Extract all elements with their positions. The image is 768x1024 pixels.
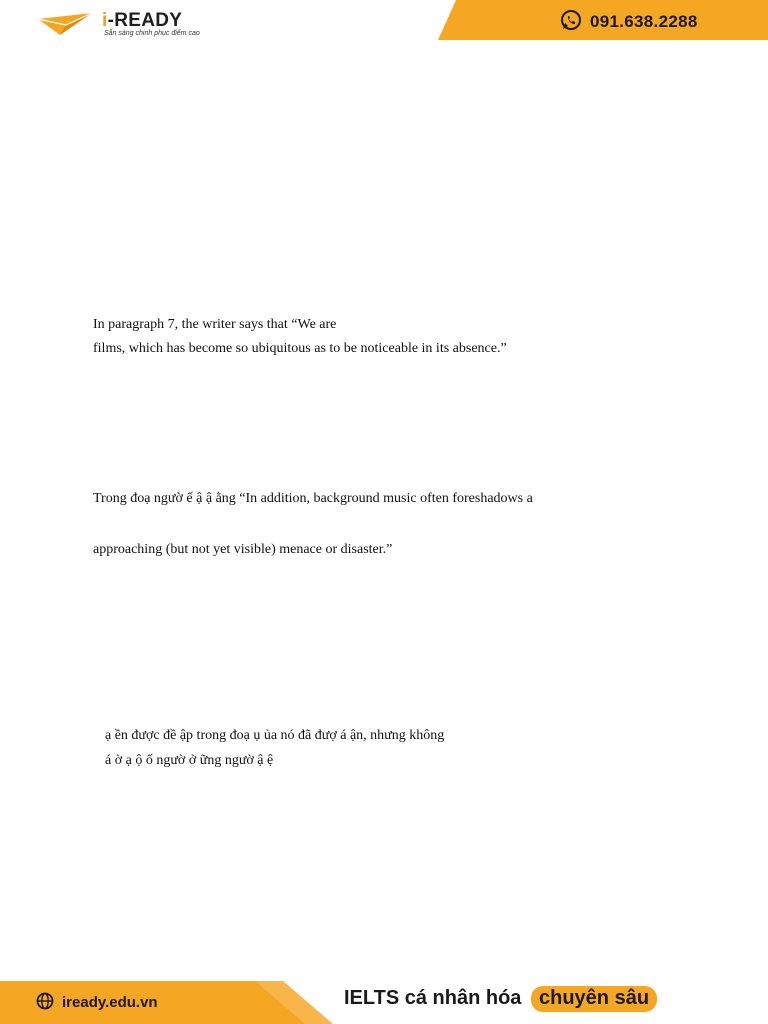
- slogan: [344, 986, 657, 1012]
- brand-name: i-READY: [102, 10, 183, 31]
- phone-contact[interactable]: [560, 9, 698, 36]
- text-line-5: ạ ền được đề ập trong đoạ ụ ủa nó đã đượ á ận, nhưng không: [105, 728, 445, 743]
- whatsapp-icon: [560, 9, 582, 36]
- phone-number: 091.638.2288: [590, 12, 698, 31]
- globe-icon: [36, 992, 54, 1014]
- text-line-3: Trong đoạ ngườ ế ậ ậ ằng “In addition, background music often foreshadows a: [93, 491, 533, 506]
- text-line-4: approaching (but not yet visible) menace or disaster.”: [93, 542, 393, 557]
- tagline: Sẵn sàng chinh phục điểm cao: [104, 30, 200, 37]
- header: [0, 0, 768, 42]
- website-url: iready.edu.vn: [62, 994, 158, 1011]
- text-line-1: In paragraph 7, the writer says that “We are: [93, 317, 337, 332]
- slogan-main: IELTS cá nhân hóa: [344, 987, 522, 1009]
- footer: [0, 981, 768, 1024]
- text-line-2: films, which has become so ubiquitous as to be noticeable in its absence.”: [93, 341, 507, 356]
- website-link[interactable]: [36, 992, 158, 1014]
- text-line-6: á ờ ạ ộ ố ngườ ở ững ngườ ậ ệ: [105, 753, 274, 768]
- paper-plane-icon: [36, 11, 94, 37]
- slogan-highlight: chuyên sâu: [531, 986, 657, 1012]
